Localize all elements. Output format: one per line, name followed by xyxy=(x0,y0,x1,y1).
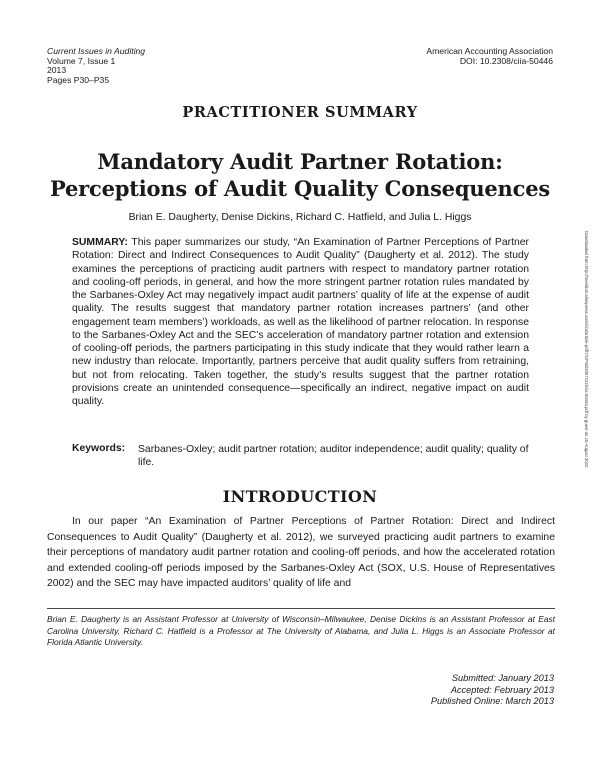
summary-text: This paper summarizes our study, “An Examination of Partner Perceptions of Partner Rotation: Direct and Indirect Consequences to Audit Quality” (Daugherty et al. 2012). The study examines the perceptions of practicing audit partners with respect to mandatory partner rotation and cooling-off periods, in general, and how the more stringent partner rotation rules mandated by the Sarbanes-Oxley Act may negatively impact audit partners’ quality of life at the expense of audit quality. The results suggest that mandatory partner rotation increases partners’ (and other engagement team members’) workloads, as well as the likelihood of partner relocation. In response to the Sarbanes-Oxley Act and the SEC’s acceleration of mandatory partner rotation and extension of cooling-off periods, the partners participating in this study indicate that they would rather learn a new industry than relocate. Importantly, partners perceive that audit quality suffers from retraining, but not from relocating. Taken together, the study’s results suggest that the partner rotation provisions create an unintended consequence—specifically an indirect, negative impact on audit quality. xyxy=(72,237,529,407)
article-title xyxy=(40,148,560,202)
authors: Brian E. Daugherty, Denise Dickins, Richard C. Hatfield, and Julia L. Higgs xyxy=(128,212,472,223)
keywords-label: Keywords: xyxy=(72,443,126,454)
publisher-header xyxy=(426,47,553,66)
doi: DOI: 10.2308/ciia-50446 xyxy=(459,55,553,66)
section-label: PRACTITIONER SUMMARY xyxy=(182,104,418,121)
publication-dates xyxy=(431,673,554,708)
title-line-2: Perceptions of Audit Quality Consequences xyxy=(49,176,550,201)
journal-volume: Volume 7, Issue 1 xyxy=(47,55,116,66)
summary-paragraph xyxy=(72,236,529,408)
footnote-divider xyxy=(47,608,555,609)
accepted-date: Accepted: February 2013 xyxy=(450,684,554,695)
download-watermark: Downloaded from http://meridian.allenpress.com/ciia/article-pdf/7/1/P30/2057122/ciia-50446.pdf by guest on 10 August 2022 xyxy=(584,231,589,468)
journal-year: 2013 xyxy=(47,65,67,76)
keywords-text: Sarbanes-Oxley; audit partner rotation; auditor independence; audit quality; quality of life. xyxy=(138,444,529,469)
published-date: Published Online: March 2013 xyxy=(430,696,554,707)
submitted-date: Submitted: January 2013 xyxy=(451,673,554,683)
journal-name: Current Issues in Auditing xyxy=(47,46,146,56)
journal-pages: Pages P30–P35 xyxy=(47,74,110,85)
summary-label: SUMMARY: xyxy=(72,237,128,248)
introduction-heading: INTRODUCTION xyxy=(222,487,378,506)
author-footnote: Brian E. Daugherty is an Assistant Professor at University of Wisconsin–Milwaukee, Denise Dickins is an Assistant Professor at East Carolina University, Richard C. Hatfield is a Professor at The University of Alabama, and Julia L. Higgs is an Associate Professor at Florida Atlantic University. xyxy=(47,614,555,647)
publisher-name: American Accounting Association xyxy=(426,46,553,56)
title-line-1: Mandatory Audit Partner Rotation: xyxy=(97,149,503,174)
journal-header xyxy=(47,47,145,85)
introduction-paragraph: In our paper “An Examination of Partner Perceptions of Partner Rotation: Direct and Indirect Consequences to Audit Quality” (Daugherty et al. 2012), we surveyed practicing audit partners to examine their perceptions of mandatory audit partner rotation and cooling-off periods, and how the accelerated rotation and extended cooling-off periods imposed by the Sarbanes-Oxley Act (SOX, U.S. House of Representatives 2002) and the SEC may have impacted auditors’ quality of life and xyxy=(47,516,555,589)
